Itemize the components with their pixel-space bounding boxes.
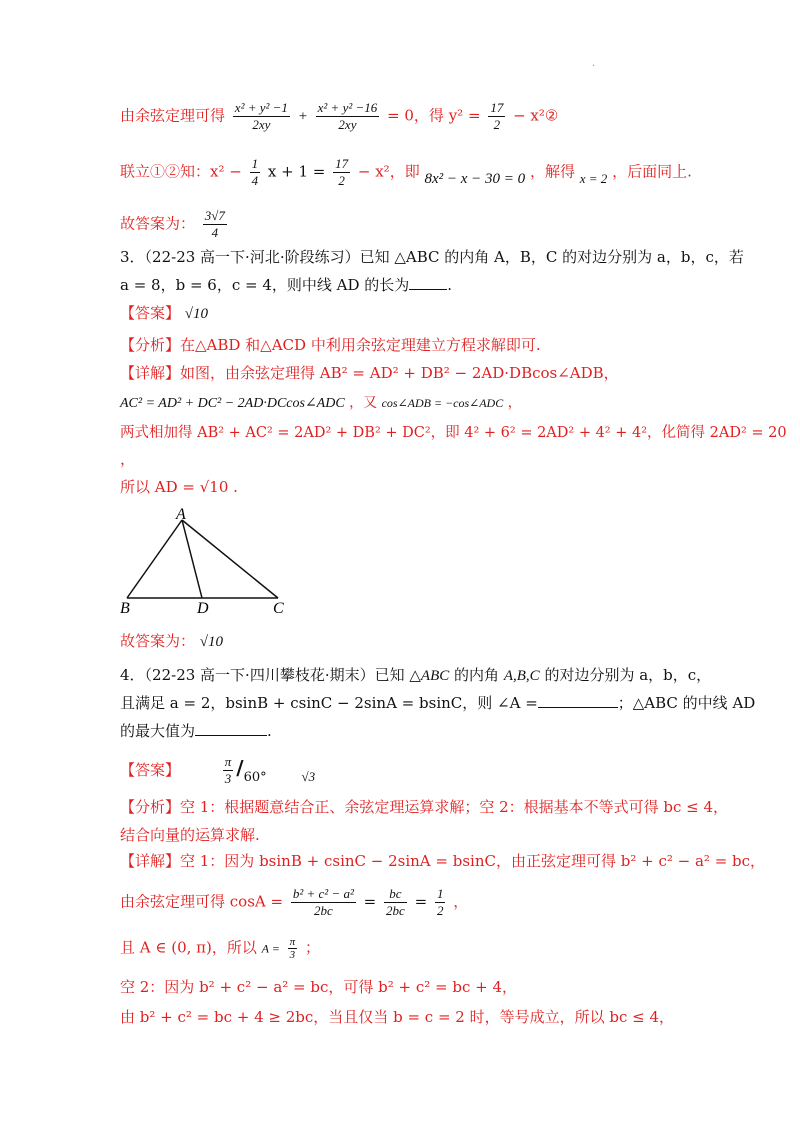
text: ， xyxy=(453,892,469,911)
text: x + 1 = xyxy=(267,162,326,181)
question-4-detail-line-3 xyxy=(120,936,320,968)
answer-fraction xyxy=(223,754,234,787)
numerator: bc xyxy=(384,886,407,903)
question-3-detail-line-2 xyxy=(120,392,522,415)
text: 由余弦定理可得 xyxy=(120,106,226,125)
fraction xyxy=(288,936,298,961)
answer-fraction xyxy=(203,208,227,241)
answer-label: 【答案】 xyxy=(120,760,181,779)
equation: A = xyxy=(261,941,280,956)
question-4-detail-line-1: 【详解】空 1：因为 bsinB + csinC − 2sinA = bsinC，由正弦定理可得 b² + c² − a² = bc， xyxy=(120,852,766,870)
text: 联立①②知：x² − xyxy=(120,162,242,181)
numerator: x² + y² −16 xyxy=(317,100,378,115)
operator: + xyxy=(297,108,308,125)
fraction xyxy=(488,100,505,133)
denominator: 3 xyxy=(224,771,232,786)
text: ，后面同上. xyxy=(612,162,692,181)
text: 4．（22-23 高一下·四川攀枝花·期末）已知 xyxy=(120,666,405,684)
question-3-detail-line-3: 两式相加得 AB² + AC² = 2AD² + DB² + DC²，即 4² + 6² = 2AD² + 4² + 4²，化简得 2AD² = 20 xyxy=(120,425,787,441)
question-3-answer xyxy=(120,302,208,325)
text: 的内角 xyxy=(454,666,500,684)
answer-value-2: √3 xyxy=(301,768,316,784)
text: 且满足 a = 2，bsinB + csinC − 2sinA = bsinC，则 ∠A = xyxy=(120,694,538,712)
denominator: 2bc xyxy=(313,903,333,918)
answer-degrees: 60° xyxy=(243,769,267,785)
question-4-answer xyxy=(120,754,315,790)
numerator: 17 xyxy=(335,156,349,171)
fraction xyxy=(333,156,350,189)
system-solution-line xyxy=(120,156,692,189)
text: − x²，即 xyxy=(357,162,420,181)
answer-blank xyxy=(538,707,618,708)
question-3-stem-cont xyxy=(120,274,452,296)
question-3-detail-line-1: 【详解】如图，由余弦定理得 AB² = AD² + DB² − 2AD·DBcos∠ADB， xyxy=(120,364,619,382)
text: ，又 xyxy=(349,395,378,411)
numerator: x² + y² −1 xyxy=(234,100,288,115)
denominator: 2bc xyxy=(386,903,405,918)
text: ； xyxy=(304,938,320,957)
equation: 8x² − x − 30 = 0 xyxy=(424,170,526,187)
vertex-label-b: B xyxy=(120,600,130,617)
fraction xyxy=(291,886,356,919)
text: ；△ABC 的中线 AD xyxy=(617,694,756,712)
numerator: 3√7 xyxy=(204,208,225,223)
cosine-law-equation-line xyxy=(120,100,558,133)
solution: x = 2 xyxy=(579,170,608,186)
triangle-figure xyxy=(110,505,310,617)
text: ，解得 xyxy=(529,162,575,181)
numerator: π xyxy=(224,754,232,769)
question-3-stem: 3．（22-23 高一下·河北·阶段练习）已知 △ABC 的内角 A，B，C 的对边分别为 a，b，c，若 xyxy=(120,248,744,266)
denominator: 3 xyxy=(289,949,296,961)
answer-label: 故答案为： xyxy=(120,632,196,650)
equation: AC² = AD² + DC² − 2AD·DCcos∠ADC xyxy=(120,396,345,411)
question-3-detail-line-5: 所以 AD = √10 . xyxy=(120,478,238,496)
question-3-final-answer xyxy=(120,630,223,653)
numerator: 1 xyxy=(251,156,259,171)
denominator: 2 xyxy=(436,903,444,918)
denominator: 4 xyxy=(251,173,259,188)
numerator: π xyxy=(289,936,296,948)
denominator: 4 xyxy=(211,225,219,240)
denominator: 2 xyxy=(493,117,501,132)
fraction xyxy=(435,886,446,919)
question-4-analysis-line-1: 【分析】空 1：根据题意结合正、余弦定理运算求解；空 2：根据基本不等式可得 bc ≤ 4， xyxy=(120,798,729,816)
side-ac xyxy=(182,520,278,598)
equation: cos∠ADB = −cos∠ADC xyxy=(381,396,504,410)
question-4-detail-line-5: 由 b² + c² = bc + 4 ≥ 2bc，当且仅当 b = c = 2 时，等号成立，所以 bc ≤ 4， xyxy=(120,1008,675,1026)
answer-label: 故答案为： xyxy=(120,214,196,233)
angles: A,B,C xyxy=(503,668,540,684)
answer-label: 【答案】 xyxy=(120,304,181,322)
question-3-analysis: 【分析】在△ABD 和△ACD 中利用余弦定理建立方程求解即可. xyxy=(120,336,541,354)
fraction xyxy=(250,156,261,189)
question-4-detail-line-4: 空 2：因为 b² + c² − a² = bc，可得 b² + c² = bc + 4， xyxy=(120,978,518,996)
denominator: 2xy xyxy=(252,117,271,132)
question-4-analysis-line-2: 结合向量的运算求解. xyxy=(120,826,260,844)
answer-blank xyxy=(195,735,267,736)
page-corner-dot: . xyxy=(592,58,596,69)
text: 且 A ∈ (0, π)，所以 xyxy=(120,938,257,957)
triangle-symbol: △ABC xyxy=(409,668,450,684)
text: 的对边分别为 a，b，c， xyxy=(544,666,712,684)
numerator: b² + c² − a² xyxy=(292,886,354,901)
vertex-label-c: C xyxy=(273,600,284,617)
question-4-detail-line-2 xyxy=(120,886,468,926)
operator: = xyxy=(414,892,428,911)
text: − x²② xyxy=(513,106,559,125)
text: = 0，得 y² = xyxy=(387,106,481,125)
question-4-stem-cont-2 xyxy=(120,720,272,742)
denominator: 2 xyxy=(338,173,345,188)
answer-separator: / xyxy=(236,755,244,780)
vertex-label-a: A xyxy=(176,506,186,523)
fraction xyxy=(384,886,407,919)
side-ab xyxy=(127,520,182,598)
question-4-stem xyxy=(120,664,711,687)
numerator: 1 xyxy=(436,886,444,901)
text: a = 8，b = 6，c = 4，则中线 AD 的长为 xyxy=(120,276,410,294)
answer-value: √10 xyxy=(184,306,209,322)
fraction xyxy=(316,100,380,133)
median-ad xyxy=(182,520,202,598)
fraction xyxy=(233,100,290,133)
answer-value: √10 xyxy=(199,634,224,650)
text: ， xyxy=(507,395,522,411)
text: 由余弦定理可得 cosA = xyxy=(120,892,284,911)
numerator: 17 xyxy=(490,100,504,115)
answer-blank xyxy=(409,289,447,290)
text: . xyxy=(267,722,272,740)
denominator: 2xy xyxy=(338,117,357,132)
text: 的最大值为 xyxy=(120,722,196,740)
question-4-stem-cont xyxy=(120,692,755,714)
text: . xyxy=(447,276,453,294)
answer-line-1 xyxy=(120,208,230,241)
operator: = xyxy=(363,892,377,911)
question-3-detail-line-4: ， xyxy=(120,450,136,468)
vertex-label-d: D xyxy=(197,600,209,617)
